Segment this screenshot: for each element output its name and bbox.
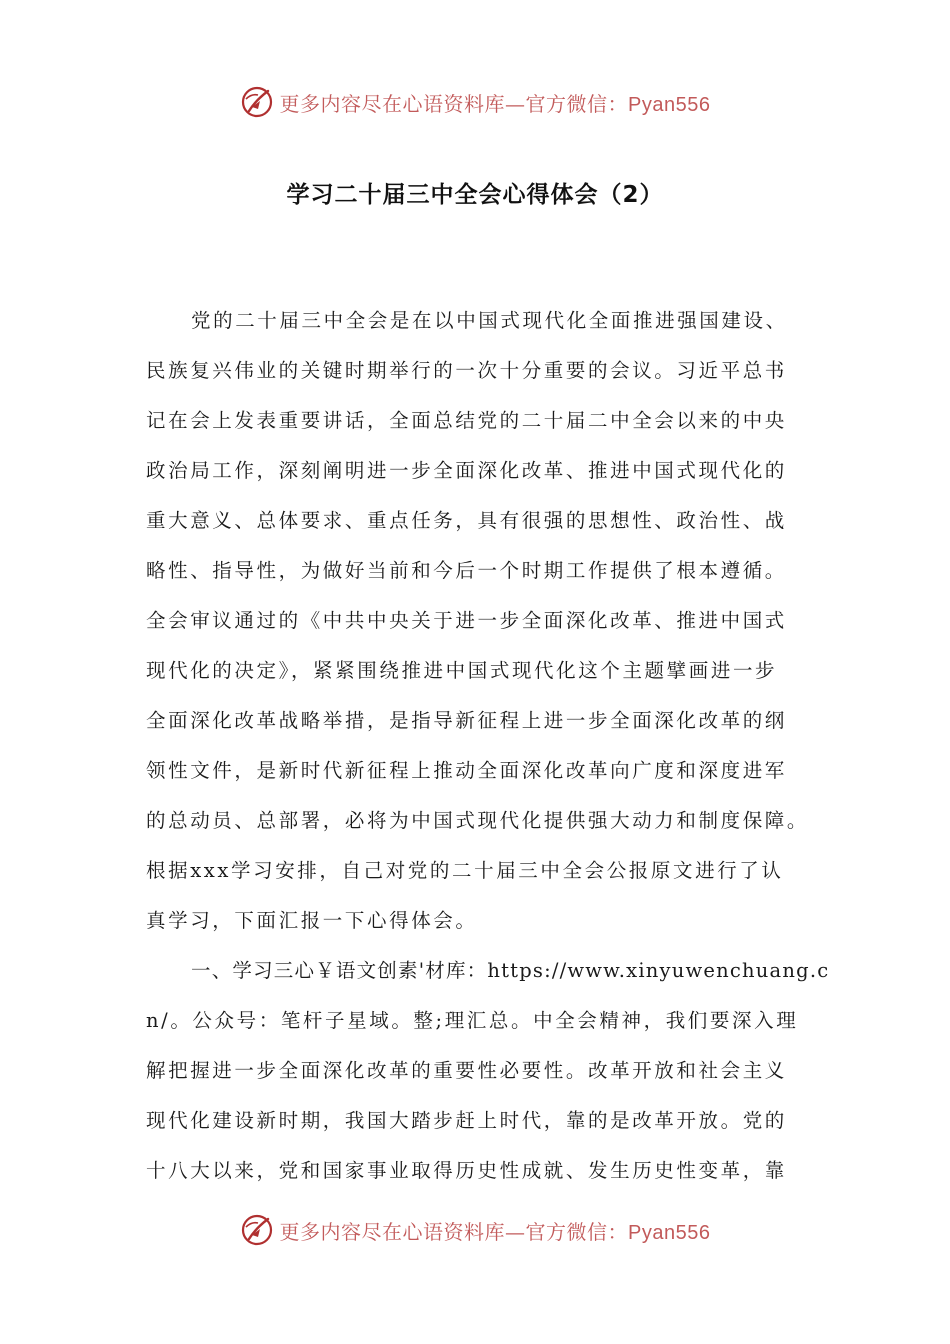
watermark-text: 更多内容尽在心语资料库—官方微信：Pyan556	[279, 1219, 711, 1244]
quill-logo-icon	[240, 1213, 274, 1247]
body-line: 的总动员、总部署，必将为中国式现代化提供强大动力和制度保障。	[146, 809, 810, 832]
body-line: 一、学习三心￥语文创素'材库：https://www.xinyuwenchuang.c	[191, 959, 830, 982]
body-line: 记在会上发表重要讲话，全面总结党的二十届二中全会以来的中央	[146, 409, 787, 432]
body-line: 党的二十届三中全会是在以中国式现代化全面推进强国建设、	[191, 309, 788, 332]
body-line: n/。公众号：笔杆子星域。整;理汇总。中全会精神，我们要深入理	[146, 1009, 799, 1032]
quill-logo-icon	[240, 85, 274, 119]
body-line: 民族复兴伟业的关键时期举行的一次十分重要的会议。习近平总书	[146, 359, 787, 382]
body-line: 略性、指导性，为做好当前和今后一个时期工作提供了根本遵循。	[146, 559, 787, 582]
body-line: 根据xxx学习安排，自己对党的二十届三中全会公报原文进行了认	[146, 859, 784, 882]
document-body	[146, 296, 830, 1196]
body-line: 真学习，下面汇报一下心得体会。	[146, 909, 478, 932]
footer-watermark	[0, 1210, 950, 1250]
body-line: 重大意义、总体要求、重点任务，具有很强的思想性、政治性、战	[146, 509, 787, 532]
body-line: 全面深化改革战略举措，是指导新征程上进一步全面深化改革的纲	[146, 709, 787, 732]
body-line: 解把握进一步全面深化改革的重要性必要性。改革开放和社会主义	[146, 1059, 787, 1082]
body-line: 政治局工作，深刻阐明进一步全面深化改革、推进中国式现代化的	[146, 459, 787, 482]
watermark-text: 更多内容尽在心语资料库—官方微信：Pyan556	[279, 91, 711, 116]
body-line: 十八大以来，党和国家事业取得历史性成就、发生历史性变革，靠	[146, 1159, 787, 1182]
document-title: 学习二十届三中全会心得体会（2）	[286, 182, 664, 208]
body-line: 领性文件，是新时代新征程上推动全面深化改革向广度和深度进军	[146, 759, 787, 782]
header-watermark	[0, 82, 950, 122]
body-line: 全会审议通过的《中共中央关于进一步全面深化改革、推进中国式	[146, 609, 787, 632]
body-line: 现代化的决定》，紧紧围绕推进中国式现代化这个主题擘画进一步	[146, 659, 778, 682]
body-line: 现代化建设新时期，我国大踏步赶上时代，靠的是改革开放。党的	[146, 1109, 787, 1132]
